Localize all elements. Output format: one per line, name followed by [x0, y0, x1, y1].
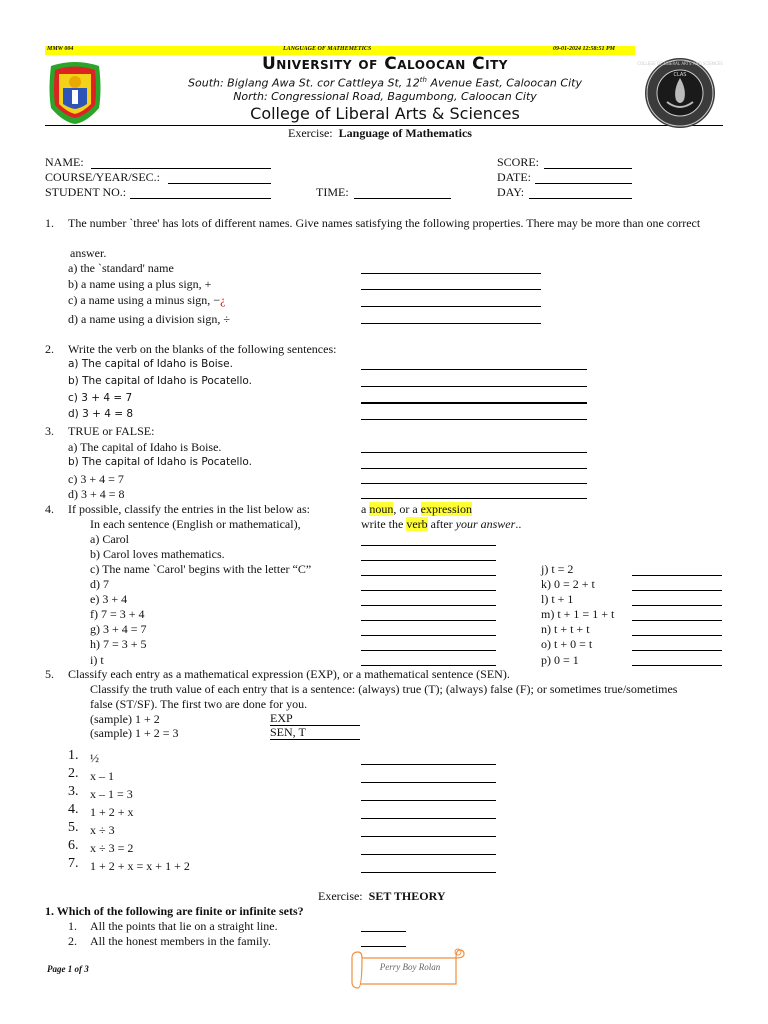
address-north: North: Congressional Road, Bagumbong, Caloocan City	[233, 90, 537, 103]
q4-answer-i[interactable]	[361, 665, 496, 666]
q4-answer-d[interactable]	[361, 590, 496, 591]
course-title: LANGUAGE OF MATHEMETICS	[283, 46, 372, 52]
q1-text: The number `three' has lots of different names. Give names satisfying the following properties. There may be more than one correct	[68, 216, 701, 230]
university-name: University of Caloocan City	[261, 54, 508, 74]
q5-entry-1-number: 1.	[68, 748, 79, 763]
score-field[interactable]	[544, 168, 632, 169]
student-no-label: STUDENT NO.:	[45, 185, 127, 199]
q5-entry-7-number: 7.	[68, 856, 79, 871]
q3-item-c: c) 3 + 4 = 7	[68, 472, 124, 486]
course-code: MMW 004	[47, 46, 74, 52]
q2-answer-d[interactable]	[361, 419, 587, 420]
q2-item-a: a) The capital of Idaho is Boise.	[68, 358, 233, 370]
q2-number: 2.	[45, 342, 54, 356]
q1-text-2: answer.	[70, 246, 107, 260]
set-q1-title: 1. Which of the following are finite or infinite sets?	[45, 904, 304, 918]
q1-item-d: d) a name using a division sign, ÷	[68, 312, 230, 326]
signature-name: Perry Boy Rolan	[379, 962, 441, 972]
time-field[interactable]	[354, 198, 451, 199]
q4-item-a: a) Carol	[90, 532, 129, 546]
q1-answer-d[interactable]	[361, 323, 541, 324]
set-q1-item-1-number: 1.	[68, 919, 77, 933]
q5-text-3: false (ST/SF). The first two are done for you.	[90, 697, 308, 711]
college-name: College of Liberal Arts & Sciences	[250, 104, 520, 123]
q4-item-b: b) Carol loves mathematics.	[90, 547, 225, 561]
q4-answer-l[interactable]	[632, 605, 722, 606]
q3-item-b: b) The capital of Idaho is Pocatello.	[68, 456, 252, 468]
date-label: DATE:	[497, 170, 531, 184]
seal-label: CLAS	[673, 72, 687, 78]
course-field[interactable]	[168, 183, 271, 184]
q4-answer-o[interactable]	[632, 650, 722, 651]
q4-item-m: m) t + 1 = 1 + t	[541, 607, 615, 621]
q4-item-p: p) 0 = 1	[541, 653, 579, 667]
q4-item-o: o) t + 0 = t	[541, 637, 593, 651]
seal-ring-text: COLLEGE OF LIBERAL ARTS AND SCIENCES	[637, 61, 723, 66]
q5-entry-2-number: 2.	[68, 766, 79, 781]
q5-entry-5: x ÷ 3	[90, 823, 115, 837]
q5-sample-2-answer: SEN, T	[270, 726, 360, 740]
q4-answer-p[interactable]	[632, 665, 722, 666]
q4-answer-k[interactable]	[632, 590, 722, 591]
exercise-heading: Exercise: Language of Mathematics	[288, 126, 472, 140]
q4-number: 4.	[45, 502, 54, 516]
address-south: South: Biglang Awa St. cor Cattleya St, 12th Avenue East, Caloocan City	[188, 76, 582, 90]
name-field[interactable]	[91, 168, 271, 169]
day-label: DAY:	[497, 185, 525, 199]
q1-number: 1.	[45, 216, 54, 230]
day-field[interactable]	[529, 198, 632, 199]
q5-sample-2: (sample) 1 + 2 = 3	[90, 726, 179, 740]
q4-item-d: d) 7	[90, 577, 109, 591]
q5-text: Classify each entry as a mathematical expression (EXP), or a mathematical sentence (SEN).	[68, 667, 510, 681]
q2-text: Write the verb on the blanks of the following sentences:	[68, 342, 337, 356]
q3-answer-a[interactable]	[361, 452, 587, 453]
q5-entry-1: ½	[90, 751, 99, 765]
q5-entry-3: x – 1 = 3	[90, 787, 133, 801]
q4-answer-f[interactable]	[361, 620, 496, 621]
q1-answer-c[interactable]	[361, 306, 541, 307]
q4-answer-m[interactable]	[632, 620, 722, 621]
q3-number: 3.	[45, 424, 54, 438]
name-label: NAME:	[45, 155, 84, 169]
q5-number: 5.	[45, 667, 54, 681]
q4-item-h: h) 7 = 3 + 5	[90, 637, 147, 651]
q5-answer-6[interactable]	[361, 854, 496, 855]
q5-entry-7: 1 + 2 + x = x + 1 + 2	[90, 859, 190, 873]
timestamp: 09-01-2024 12:58:51 PM	[553, 46, 615, 52]
q3-item-d: d) 3 + 4 = 8	[68, 487, 125, 501]
set-theory-heading: Exercise: SET THEORY	[318, 889, 446, 903]
q4-item-f: f) 7 = 3 + 4	[90, 607, 145, 621]
q3-text: TRUE or FALSE:	[68, 424, 155, 438]
set-q1-item-2: All the honest members in the family.	[90, 934, 271, 948]
q2-item-d: d) 3 + 4 = 8	[68, 408, 134, 420]
college-seal	[637, 56, 723, 130]
q5-entry-5-number: 5.	[68, 820, 79, 835]
q5-answer-4[interactable]	[361, 818, 496, 819]
q3-item-a: a) The capital of Idaho is Boise.	[68, 440, 222, 454]
q2-item-b: b) The capital of Idaho is Pocatello.	[68, 375, 252, 387]
minus-symbol: ¿	[220, 293, 226, 307]
q4-text: If possible, classify the entries in the list below as:	[68, 502, 310, 516]
q4-item-g: g) 3 + 4 = 7	[90, 622, 147, 636]
set-q1-answer-1[interactable]	[361, 931, 406, 932]
q5-answer-2[interactable]	[361, 782, 496, 783]
q5-text-2: Classify the truth value of each entry that is a sentence: (always) true (T); (always) false (F); or sometimes true/sometimes	[90, 682, 678, 696]
q5-entry-4: 1 + 2 + x	[90, 805, 134, 819]
q4-item-e: e) 3 + 4	[90, 592, 128, 606]
q1-item-c: c) a name using a minus sign, −¿	[68, 293, 226, 307]
set-q1-item-1: All the points that lie on a straight line.	[90, 919, 278, 933]
q2-answer-c[interactable]	[361, 402, 587, 404]
student-no-field[interactable]	[130, 198, 271, 199]
q5-entry-3-number: 3.	[68, 784, 79, 799]
q3-answer-c[interactable]	[361, 483, 587, 484]
q4-classify-hint: a noun, or a expression	[361, 502, 472, 516]
q4-answer-b[interactable]	[361, 560, 496, 561]
q1-answer-a[interactable]	[361, 273, 541, 274]
q4-item-n: n) t + t + t	[541, 622, 590, 636]
q4-item-j: j) t = 2	[541, 562, 574, 576]
q4-answer-n[interactable]	[632, 635, 722, 636]
date-field[interactable]	[535, 183, 632, 184]
q4-item-c: c) The name `Carol' begins with the letter “C”	[90, 562, 312, 576]
score-label: SCORE:	[497, 155, 540, 169]
q5-answer-3[interactable]	[361, 800, 496, 801]
q4-item-i: i) t	[90, 653, 104, 667]
q4-answer-c[interactable]	[361, 575, 496, 576]
q4-item-k: k) 0 = 2 + t	[541, 577, 595, 591]
q4-answer-g[interactable]	[361, 635, 496, 636]
q5-sample-1: (sample) 1 + 2	[90, 712, 160, 726]
q5-answer-7[interactable]	[361, 872, 496, 873]
q4-answer-j[interactable]	[632, 575, 722, 576]
q5-sample-1-answer: EXP	[270, 712, 360, 726]
q3-answer-d[interactable]	[361, 498, 587, 499]
q2-item-c: c) 3 + 4 = 7	[68, 392, 133, 404]
university-logo	[45, 60, 105, 126]
q5-entry-6: x ÷ 3 = 2	[90, 841, 134, 855]
q5-answer-5[interactable]	[361, 836, 496, 837]
q5-answer-1[interactable]	[361, 764, 496, 765]
q4-verb-hint: write the verb after your answer..	[361, 517, 522, 531]
q2-answer-a[interactable]	[361, 369, 587, 370]
page-number: Page 1 of 3	[47, 964, 89, 974]
q1-item-a: a) the `standard' name	[68, 261, 174, 275]
q4-answer-h[interactable]	[361, 650, 496, 651]
q4-item-l: l) t + 1	[541, 592, 574, 606]
q4-answer-e[interactable]	[361, 605, 496, 606]
q2-answer-b[interactable]	[361, 386, 587, 387]
time-label: TIME:	[316, 185, 349, 199]
q4-line-2: In each sentence (English or mathematical),	[90, 517, 301, 531]
q5-entry-4-number: 4.	[68, 802, 79, 817]
q4-answer-a[interactable]	[361, 545, 496, 546]
set-q1-item-2-number: 2.	[68, 934, 77, 948]
q5-entry-2: x – 1	[90, 769, 114, 783]
q3-answer-b[interactable]	[361, 468, 587, 469]
q1-answer-b[interactable]	[361, 289, 541, 290]
q5-entry-6-number: 6.	[68, 838, 79, 853]
q1-item-b: b) a name using a plus sign, +	[68, 277, 212, 291]
course-label: COURSE/YEAR/SEC.:	[45, 170, 161, 184]
